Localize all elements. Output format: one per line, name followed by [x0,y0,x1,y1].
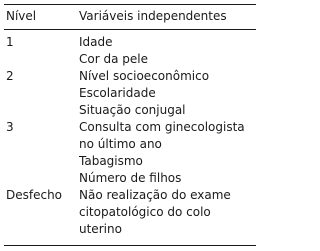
variable-text: no último ano [79,137,162,151]
variable-text: Situação conjugal [79,103,186,117]
table-top-rule [4,4,256,5]
variable-text: Idade [79,35,113,49]
variable-text: citopatológico do colo [79,205,211,219]
header-level: Nível [6,9,37,23]
variable-text: Consulta com ginecologista [79,120,245,134]
variable-text: Tabagismo [79,154,143,168]
level-label: 1 [6,35,14,49]
level-label: Desfecho [6,188,63,202]
table-header-rule [4,29,256,30]
variable-text: Cor da pele [79,52,148,66]
variable-text: Não realização do exame [79,188,231,202]
variable-text: Escolaridade [79,86,156,100]
variable-text: uterino [79,222,122,236]
variable-text: Nível socioeconômico [79,69,210,83]
header-variables: Variáveis independentes [79,9,227,23]
table-bottom-rule [4,245,256,246]
level-label: 2 [6,69,14,83]
variable-text: Número de filhos [79,171,182,185]
level-label: 3 [6,120,14,134]
